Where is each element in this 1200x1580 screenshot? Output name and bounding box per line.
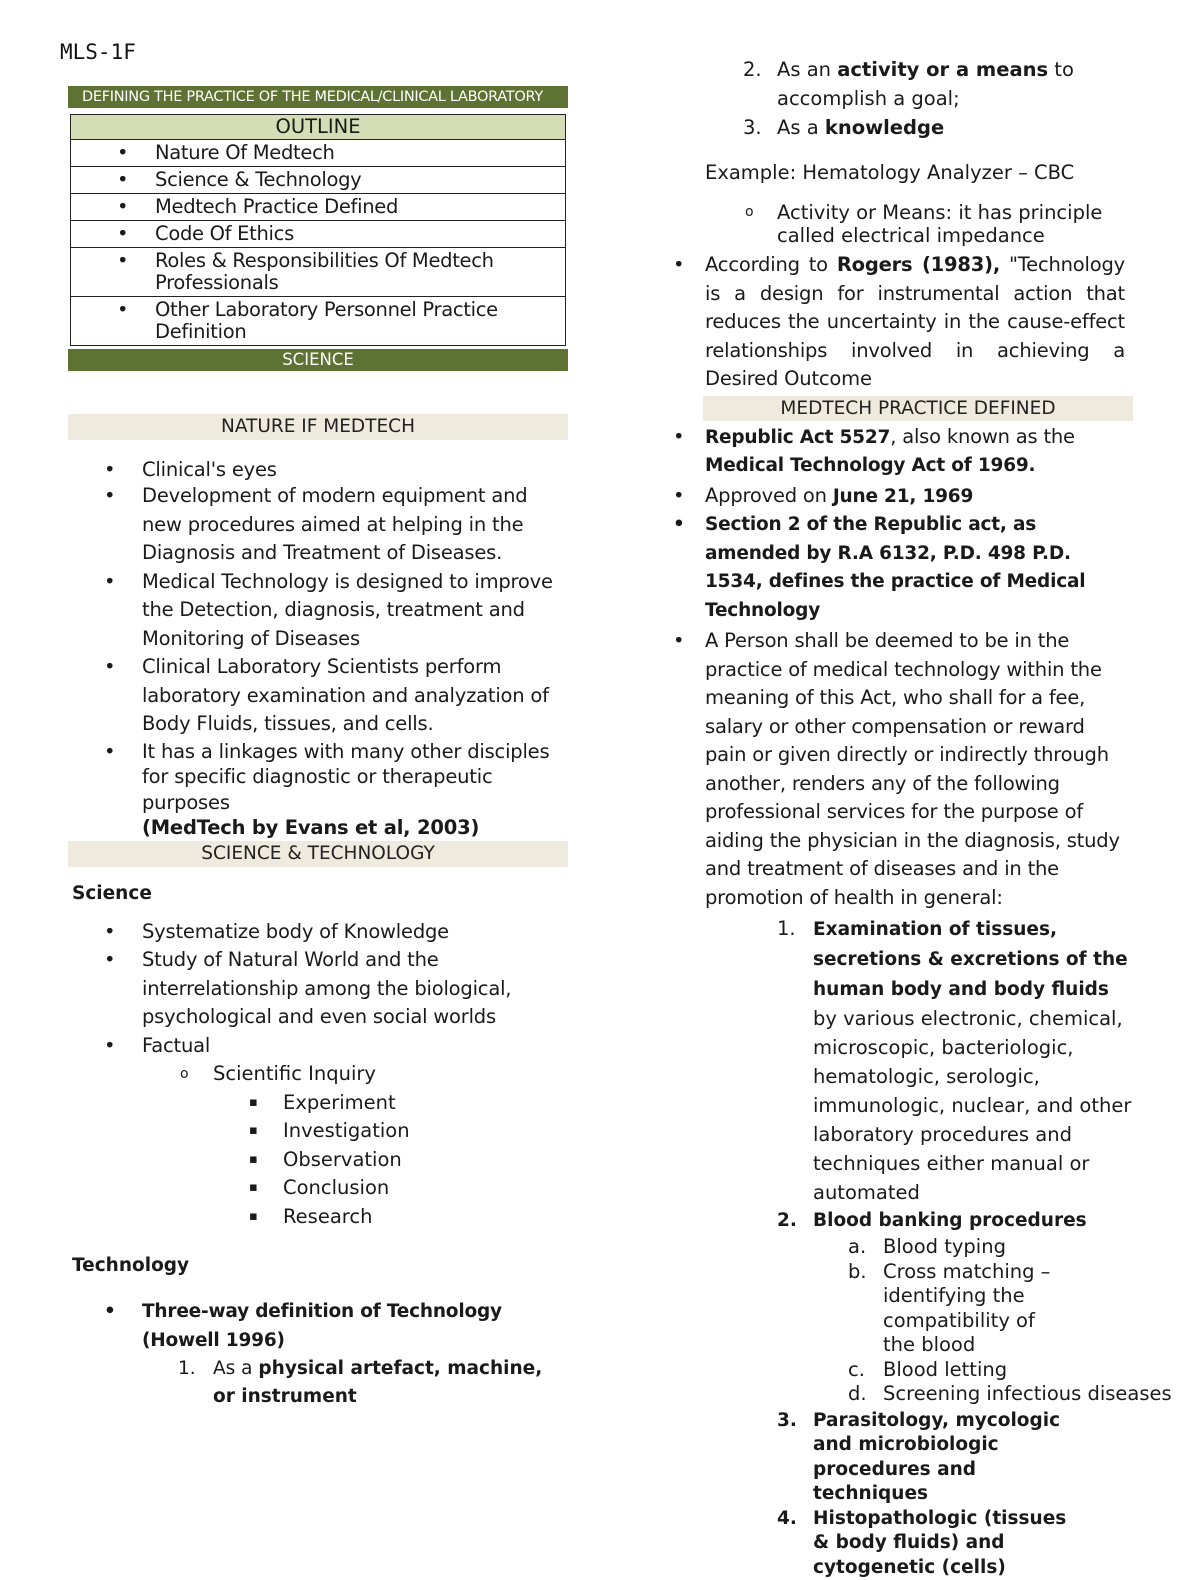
list-number: 3. bbox=[777, 1409, 797, 1434]
technology-list bbox=[68, 1298, 568, 1355]
outline-item: • Medtech Practice Defined bbox=[71, 194, 566, 221]
list-item-text: It has a linkages with many other disciples for specific diagnostic or therapeutic purposes bbox=[142, 740, 549, 814]
list-number: 4. bbox=[777, 1507, 797, 1532]
list-item: ▪ Conclusion bbox=[68, 1174, 568, 1203]
definition-suffix: to accomplish a goal; bbox=[777, 58, 1074, 110]
definition-term: activity or a means bbox=[837, 58, 1048, 81]
list-item bbox=[705, 1235, 1165, 1260]
list-item bbox=[705, 1260, 1063, 1358]
list-item-text: Screening infectious diseases bbox=[883, 1382, 1172, 1405]
list-number: 1. bbox=[178, 1355, 196, 1383]
list-number: 2. bbox=[777, 1207, 797, 1235]
activity-text: Activity or Means: it has principle called electrical impedance bbox=[777, 201, 1102, 247]
practice-heading: MEDTECH PRACTICE DEFINED bbox=[703, 396, 1133, 421]
left-column bbox=[68, 86, 568, 1411]
science-list bbox=[68, 918, 568, 1061]
list-letter: d. bbox=[848, 1382, 867, 1407]
definition-prefix: As an bbox=[777, 58, 837, 81]
list-item: o Scientific Inquiry bbox=[68, 1060, 568, 1089]
service-1 bbox=[705, 914, 1133, 1207]
section2-text: Section 2 of the Republic act, as amended by R.A 6132, P.D. 498 P.D. 1534, defines the practice of Medical Technology bbox=[705, 514, 1085, 621]
list-item bbox=[705, 1382, 1165, 1407]
outline-table bbox=[70, 114, 566, 346]
outline-item: • Science & Technology bbox=[71, 167, 566, 194]
list-number: 1. bbox=[777, 914, 796, 943]
bullet-marker: • bbox=[673, 423, 684, 450]
list-letter: a. bbox=[848, 1235, 866, 1260]
example-line: Example: Hematology Analyzer – CBC bbox=[705, 159, 1155, 187]
definition-term: knowledge bbox=[825, 116, 944, 139]
service-term: Parasitology, mycologic and microbiologic procedures and techniques bbox=[813, 1410, 1060, 1505]
service-term: Histopathologic (tissues & body fluids) and cytogenetic (cells) bbox=[813, 1508, 1066, 1578]
list-item: ▪ Research bbox=[68, 1203, 568, 1232]
list-item: ▪ Experiment bbox=[68, 1089, 568, 1118]
list-item bbox=[68, 739, 568, 841]
outline-item: • Nature Of Medtech bbox=[71, 140, 566, 167]
list-item-text: Cross matching – identifying the compatibility of the blood bbox=[883, 1260, 1050, 1357]
list-letter: b. bbox=[848, 1260, 867, 1285]
approved-bullet bbox=[705, 482, 1155, 512]
rogers-prefix: According to bbox=[705, 253, 837, 276]
list-number: 3. bbox=[743, 113, 762, 143]
list-item-text: Blood typing bbox=[883, 1235, 1006, 1258]
technology-definition-2 bbox=[705, 56, 1155, 113]
service-term: Examination of tissues, secretions & excretions of the human body and body fluids bbox=[813, 919, 1128, 1000]
outline-item: • Roles & Responsibilities Of Medtech Professionals bbox=[71, 248, 566, 297]
person-text: A Person shall be deemed to be in the practice of medical technology within the meaning of this Act, who shall for a fee, salary or other compensation or reward pain or given directly or indirectly through another, renders any of the following professional services for the purpose of aiding the physician in the diagnosis, study and treatment of diseases and in the promotion of health in general: bbox=[705, 629, 1120, 909]
sub-bullet-marker: o bbox=[745, 201, 754, 224]
citation: (MedTech by Evans et al, 2003) bbox=[142, 816, 479, 839]
service-detail: by various electronic, chemical, microscopic, bacteriologic, hematologic, serologic, immunologic, nuclear, and other laboratory procedures and techniques either manual or automated bbox=[813, 1007, 1131, 1204]
list-item: • Factual bbox=[68, 1032, 568, 1061]
section2-bullet bbox=[705, 511, 1130, 625]
outline-item: • Other Laboratory Personnel Practice Definition bbox=[71, 297, 566, 346]
definition-prefix: As a bbox=[213, 1358, 258, 1379]
list-item: • Three-way definition of Technology (Howell 1996) bbox=[68, 1298, 568, 1355]
bullet-marker: • bbox=[673, 251, 684, 280]
technology-label: Technology bbox=[72, 1255, 568, 1276]
ra-bullet bbox=[705, 423, 1155, 479]
list-item: • Systematize body of Knowledge bbox=[68, 918, 568, 947]
inquiry-list bbox=[68, 1060, 568, 1089]
rogers-bullet bbox=[705, 251, 1125, 394]
technology-definition-3 bbox=[705, 113, 1155, 143]
list-item: • Study of Natural World and the interrelationship among the biological, psychological and even social worlds bbox=[68, 946, 568, 1032]
service-term: Blood banking procedures bbox=[813, 1210, 1087, 1231]
list-item bbox=[705, 1358, 1165, 1383]
blood-banking-list bbox=[705, 1235, 1165, 1407]
rogers-citation: Rogers (1983), bbox=[837, 253, 1000, 276]
bullet-marker: • bbox=[673, 627, 684, 656]
service-3 bbox=[705, 1409, 1083, 1507]
service-2 bbox=[705, 1207, 1155, 1235]
science-label: Science bbox=[72, 883, 568, 904]
list-item: • Medical Technology is designed to improve the Detection, diagnosis, treatment and Monitoring of Diseases bbox=[68, 568, 568, 654]
list-item: • Development of modern equipment and new procedures aimed at helping in the Diagnosis and Treatment of Diseases. bbox=[68, 482, 568, 568]
nature-heading: NATURE IF MEDTECH bbox=[68, 414, 568, 440]
ra-suffix: , also known as the bbox=[890, 425, 1075, 448]
inquiry-steps bbox=[68, 1089, 568, 1232]
nature-list bbox=[68, 458, 568, 841]
ra-name: Republic Act 5527 bbox=[705, 427, 890, 448]
list-item-text: Blood letting bbox=[883, 1358, 1007, 1381]
bullet-marker: • bbox=[673, 511, 685, 540]
definition-term: physical artefact, machine, or instrument bbox=[213, 1358, 542, 1407]
scitech-heading: SCIENCE & TECHNOLOGY bbox=[68, 841, 568, 867]
bullet-marker: • bbox=[673, 482, 684, 511]
outline-heading: OUTLINE bbox=[71, 115, 566, 140]
list-item: • Clinical's eyes bbox=[68, 458, 568, 482]
list-item: ▪ Investigation bbox=[68, 1117, 568, 1146]
definition-prefix: As a bbox=[777, 116, 825, 139]
technology-definition-1 bbox=[68, 1355, 568, 1411]
science-section-bar: SCIENCE bbox=[68, 349, 568, 371]
document-title-bar: DEFINING THE PRACTICE OF THE MEDICAL/CLINICAL LABORATORY bbox=[68, 86, 568, 108]
course-code: MLS-1F bbox=[60, 40, 136, 64]
activity-note bbox=[705, 201, 1155, 247]
list-item: • Clinical Laboratory Scientists perform laboratory examination and analyzation of Body Fluids, tissues, and cells. bbox=[68, 653, 568, 739]
right-column bbox=[705, 56, 1155, 1580]
person-bullet bbox=[705, 627, 1130, 912]
outline-item: • Code Of Ethics bbox=[71, 221, 566, 248]
service-4 bbox=[705, 1507, 1083, 1580]
ra-title: Medical Technology Act of 1969. bbox=[705, 455, 1035, 476]
list-item: ▪ Observation bbox=[68, 1146, 568, 1175]
list-letter: c. bbox=[848, 1358, 865, 1383]
approved-date: June 21, 1969 bbox=[833, 486, 973, 507]
rogers-quote: "Technology is a design for instrumental action that reduces the uncertainty in the cause-effect relationships involved in achieving a Desired Outcome bbox=[705, 253, 1125, 390]
list-number: 2. bbox=[743, 56, 762, 85]
approved-prefix: Approved on bbox=[705, 484, 833, 507]
